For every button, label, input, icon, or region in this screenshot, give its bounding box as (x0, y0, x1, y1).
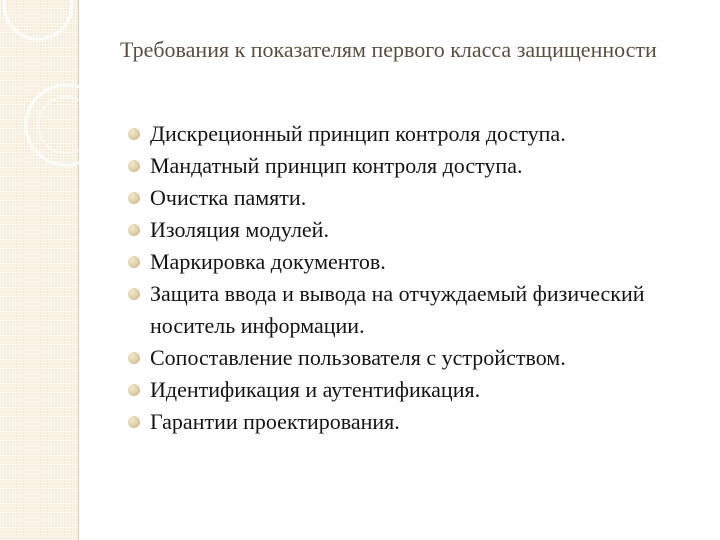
bullet-icon (128, 352, 140, 364)
list-item-text: Дискреционный принцип контроля доступа. (150, 121, 566, 146)
bullet-list (128, 118, 713, 438)
bullet-icon (128, 224, 140, 236)
decorative-circles (0, 0, 120, 200)
list-item-text: Мандатный принцип контроля доступа. (150, 153, 523, 178)
bullet-icon (128, 416, 140, 428)
list-item (128, 246, 713, 278)
bullet-icon (128, 192, 140, 204)
list-item (128, 182, 713, 214)
list-item (128, 278, 713, 342)
list-item (128, 150, 713, 182)
bullet-icon (128, 256, 140, 268)
list-item (128, 214, 713, 246)
list-item (128, 406, 713, 438)
list-item-text: Изоляция модулей. (150, 217, 329, 242)
bullet-icon (128, 160, 140, 172)
list-item (128, 374, 713, 406)
list-item-text: Гарантии проектирования. (150, 409, 400, 434)
list-item (128, 118, 713, 150)
list-item-text: Защита ввода и вывода на отчуждаемый физический носитель информации. (150, 281, 645, 338)
bullet-icon (128, 288, 140, 300)
list-item-text: Очистка памяти. (150, 185, 307, 210)
list-item-text: Маркировка документов. (150, 249, 386, 274)
slide-title: Требования к показателям первого класса защищенности (120, 37, 657, 62)
bullet-icon (128, 128, 140, 140)
bullet-icon (128, 384, 140, 396)
list-item (128, 342, 713, 374)
list-item-text: Идентификация и аутентификация. (150, 377, 481, 402)
list-item-text: Сопоставление пользователя с устройством. (150, 345, 566, 370)
